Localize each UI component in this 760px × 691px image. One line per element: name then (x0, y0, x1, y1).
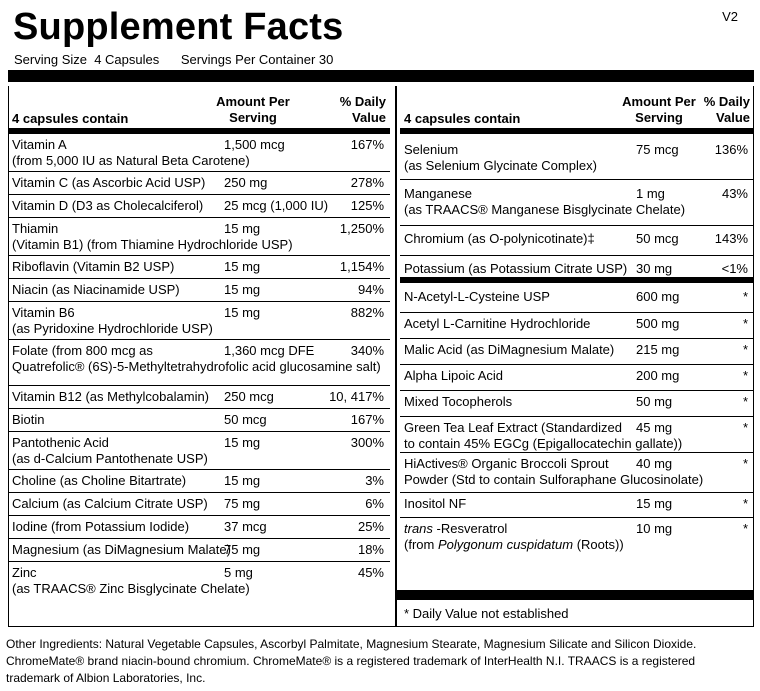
nutrient-name-line1: Acetyl L-Carnitine Hydrochloride (404, 316, 591, 331)
nutrient-name (12, 496, 208, 512)
nutrient-name-line1: Manganese (404, 186, 472, 201)
nutrient-name (404, 342, 614, 358)
nutrient-amount: 75 mg (224, 542, 261, 557)
nutrient-name-line2: Quatrefolic® (6S)-5-Methyltetrahydrofolic acid glucosamine salt) (12, 359, 381, 374)
nutrient-amount: 15 mg (224, 435, 261, 450)
nutrient-daily-value: 3% (365, 473, 384, 488)
nutrient-name (12, 565, 250, 597)
nutrient-row (8, 409, 390, 432)
nutrient-row (400, 453, 754, 493)
nutrient-amount: 30 mg (636, 261, 673, 276)
nutrient-name (12, 412, 45, 428)
nutrient-daily-value: 125% (350, 198, 384, 213)
version-label: V2 (722, 9, 738, 24)
nutrient-row (400, 313, 754, 339)
nutrient-name-line1: Folate (from 800 mcg as (12, 343, 153, 358)
nutrient-amount: 75 mg (224, 496, 261, 511)
nutrient-row (400, 256, 754, 283)
other-ingredients-line1: Other Ingredients: Natural Vegetable Capsules, Ascorbyl Palmitate, Magnesium Stearate, Magnesium Silicate and Silicon Dioxide. (6, 637, 697, 651)
nutrient-name (12, 305, 213, 337)
nutrient-amount: 1 mg (636, 186, 665, 201)
nutrient-name-line1: Zinc (12, 565, 37, 580)
nutrient-name-line2: (Vitamin B1) (from Thiamine Hydrochloride USP) (12, 237, 293, 252)
other-ingredients-line2: ChromeMate® brand niacin-bound chromium. ChromeMate® is a registered trademark of InterHealth N.I. TRAACS is a registered (6, 654, 696, 668)
nutrient-name (12, 175, 205, 191)
nutrient-row (400, 365, 754, 391)
nutrient-name-line1: Selenium (404, 142, 459, 157)
nutrient-name-line1: Chromium (as O-polynicotinate)‡ (404, 231, 595, 246)
nutrient-name (12, 519, 189, 535)
nutrient-row (8, 516, 390, 539)
nutrient-daily-value: 167% (350, 137, 384, 152)
nutrient-amount: 40 mg (636, 456, 673, 471)
nutrient-name-line1: Thiamin (12, 221, 59, 236)
nutrient-name-line1: HiActives® Organic Broccoli Sprout (404, 456, 609, 471)
nutrient-amount: 75 mcg (636, 142, 679, 157)
dv-footnote: * Daily Value not established (404, 606, 569, 621)
header-amount-line2: Serving (635, 110, 683, 125)
nutrient-name-line2: (as TRAACS® Manganese Bisglycinate Chelate) (404, 202, 686, 217)
nutrient-name-line2: (from 5,000 IU as Natural Beta Carotene) (12, 153, 250, 168)
nutrient-row (400, 180, 754, 226)
nutrient-name (404, 521, 624, 553)
nutrient-name-line1: Choline (as Choline Bitartrate) (12, 473, 187, 488)
nutrient-name (12, 435, 208, 467)
nutrient-row (8, 302, 390, 340)
header-dv-label (704, 94, 750, 126)
nutrient-row (400, 417, 754, 453)
nutrient-daily-value: * (742, 420, 748, 435)
nutrient-amount: 500 mg (636, 316, 680, 331)
serving-info (14, 52, 333, 67)
nutrient-name (404, 368, 503, 384)
nutrient-daily-value: 1,250% (339, 221, 384, 236)
nutrient-amount: 1,500 mcg (224, 137, 285, 152)
nutrient-amount: 50 mg (636, 394, 673, 409)
header-dv-line1: % Daily (339, 94, 386, 109)
nutrient-row (8, 172, 390, 195)
nutrient-name-line1: Riboflavin (Vitamin B2 USP) (12, 259, 175, 274)
nutrient-name (12, 473, 186, 489)
nutrient-name-line1: Iodine (from Potassium Iodide) (12, 519, 190, 534)
nutrient-amount: 15 mg (224, 259, 261, 274)
header-dv-line1: % Daily (703, 94, 750, 109)
nutrient-row (8, 432, 390, 470)
header-contain-label: 4 capsules contain (404, 111, 521, 126)
nutrient-daily-value: 143% (714, 231, 748, 246)
nutrient-name-line2: (as d-Calcium Pantothenate USP) (12, 451, 208, 466)
header-amount-label (208, 94, 298, 126)
other-ingredients-line3: trademark of Albion Laboratories, Inc. (6, 671, 206, 685)
nutrient-row (400, 226, 754, 256)
nutrient-daily-value: 136% (714, 142, 748, 157)
nutrient-amount: 250 mcg (224, 389, 274, 404)
nutrient-name-line1: Green Tea Leaf Extract (Standardized (404, 420, 622, 435)
nutrient-name-line2: (as TRAACS® Zinc Bisglycinate Chelate) (12, 581, 250, 596)
nutrient-name-line1: Pantothenic Acid (12, 435, 109, 450)
nutrient-name-line1: Vitamin A (12, 137, 67, 152)
nutrient-row (400, 493, 754, 518)
nutrient-name (12, 282, 180, 298)
nutrient-name-line1: Vitamin B6 (12, 305, 75, 320)
other-ingredients (6, 636, 754, 687)
nutrient-name-line1: Biotin (12, 412, 45, 427)
nutrient-row (8, 493, 390, 516)
nutrient-row (8, 539, 390, 562)
nutrient-name-line1: Vitamin D (D3 as Cholecalciferol) (12, 198, 204, 213)
nutrient-name-line1: Malic Acid (as DiMagnesium Malate) (404, 342, 615, 357)
header-amount-line1: Amount Per (216, 94, 290, 109)
nutrient-name (12, 343, 381, 375)
nutrient-daily-value: * (742, 521, 748, 536)
nutrient-name-line1 (404, 521, 624, 537)
nutrient-name (12, 259, 174, 275)
nutrient-amount: 215 mg (636, 342, 680, 357)
nutrient-name-line2: (as Selenium Glycinate Complex) (404, 158, 597, 173)
nutrient-name-line2: (as Pyridoxine Hydrochloride USP) (12, 321, 213, 336)
nutrient-daily-value: 300% (350, 435, 384, 450)
nutrient-daily-value: 278% (350, 175, 384, 190)
nutrient-amount: 1,360 mcg DFE (224, 343, 315, 358)
nutrient-row (400, 134, 754, 180)
nutrient-name (404, 142, 597, 174)
nutrient-daily-value: 43% (721, 186, 748, 201)
nutrient-amount: 15 mg (224, 305, 261, 320)
nutrient-amount: 50 mcg (224, 412, 267, 427)
frame-bottom (8, 626, 754, 627)
nutrient-row (400, 283, 754, 313)
nutrient-amount: 15 mg (636, 496, 673, 511)
nutrient-daily-value: 18% (357, 542, 384, 557)
nutrient-name-line1: Mixed Tocopherols (404, 394, 513, 409)
nutrient-daily-value: 340% (350, 343, 384, 358)
nutrient-name-rest: -Resveratrol (432, 521, 508, 536)
header-amount-line2: Serving (229, 110, 277, 125)
nutrient-amount: 250 mg (224, 175, 268, 190)
serving-size: Serving Size 4 Capsules (14, 52, 160, 67)
nutrient-row (8, 218, 390, 256)
nutrient-name-line1: Magnesium (as DiMagnesium Malate) (12, 542, 231, 557)
nutrient-name-line2 (404, 537, 624, 553)
header-dv-line2: Value (716, 110, 750, 125)
left-column (8, 86, 390, 607)
nutrient-row (8, 386, 390, 409)
header-dv-line2: Value (352, 110, 386, 125)
header-amount-line1: Amount Per (622, 94, 696, 109)
left-column-header (8, 86, 390, 134)
nutrient-daily-value: <1% (721, 261, 748, 276)
nutrient-amount: 200 mg (636, 368, 680, 383)
nutrient-name-line1: Niacin (as Niacinamide USP) (12, 282, 180, 297)
nutrient-row (8, 470, 390, 493)
right-nutrient-list-a (400, 134, 754, 283)
nutrient-daily-value: 94% (357, 282, 384, 297)
servings-per-container: Servings Per Container 30 (180, 52, 334, 67)
nutrient-name (404, 261, 627, 277)
nutrient-name (12, 198, 203, 214)
nutrient-row (400, 391, 754, 417)
nutrient-name-line1: N-Acetyl-L-Cysteine USP (404, 289, 550, 304)
nutrient-amount: 50 mcg (636, 231, 679, 246)
nutrient-daily-value: * (742, 456, 748, 471)
nutrient-daily-value: * (742, 342, 748, 357)
nutrient-row (8, 279, 390, 302)
header-contain-label: 4 capsules contain (12, 111, 129, 126)
right-column-header (400, 86, 754, 134)
nutrient-row (8, 562, 390, 607)
nutrient-name (12, 542, 231, 558)
nutrient-amount: 5 mg (224, 565, 253, 580)
nutrient-amount: 37 mcg (224, 519, 267, 534)
nutrient-daily-value: 167% (350, 412, 384, 427)
nutrient-daily-value: * (742, 368, 748, 383)
nutrient-name-line2: Powder (Std to contain Sulforaphane Glucosinolate) (404, 472, 704, 487)
nutrient-name-line1: Calcium (as Calcium Citrate USP) (12, 496, 208, 511)
nutrient-daily-value: 6% (365, 496, 384, 511)
nutrient-row (8, 195, 390, 218)
nutrient-name (404, 496, 466, 512)
nutrient-daily-value: 1,154% (339, 259, 384, 274)
nutrient-name-italic: Polygonum cuspidatum (437, 537, 574, 552)
nutrient-daily-value: 882% (350, 305, 384, 320)
nutrient-amount: 600 mg (636, 289, 680, 304)
nutrient-row (8, 340, 390, 386)
nutrient-name-line2: to contain 45% EGCg (Epigallocatechin gallate)) (404, 436, 683, 451)
right-nutrient-list-b (400, 283, 754, 566)
nutrient-name-line1: Alpha Lipoic Acid (404, 368, 504, 383)
nutrient-amount: 15 mg (224, 221, 261, 236)
nutrient-name (404, 231, 595, 247)
nutrient-amount: 15 mg (224, 473, 261, 488)
nutrient-daily-value: 25% (357, 519, 384, 534)
nutrient-name-italic: trans (404, 521, 433, 536)
nutrient-name-line1: Potassium (as Potassium Citrate USP) (404, 261, 628, 276)
nutrient-name (404, 316, 590, 332)
nutrient-name-pre: (from (404, 537, 438, 552)
nutrient-name (404, 394, 512, 410)
header-amount-label (614, 94, 704, 126)
column-divider (395, 86, 397, 627)
nutrient-daily-value: * (742, 316, 748, 331)
nutrient-daily-value: 10, 417% (329, 389, 384, 404)
nutrient-amount: 15 mg (224, 282, 261, 297)
nutrient-row (400, 518, 754, 566)
nutrient-row (8, 134, 390, 172)
right-column (400, 86, 754, 566)
supplement-facts-panel (6, 6, 750, 621)
nutrient-daily-value: * (742, 394, 748, 409)
nutrient-daily-value: * (742, 289, 748, 304)
nutrient-daily-value: * (742, 496, 748, 511)
nutrient-row (8, 256, 390, 279)
top-divider-bar (8, 70, 754, 82)
nutrient-name-line1: Vitamin C (as Ascorbic Acid USP) (12, 175, 206, 190)
nutrient-name (12, 137, 250, 169)
nutrient-name (12, 389, 209, 405)
nutrient-daily-value: 45% (357, 565, 384, 580)
nutrient-row (400, 339, 754, 365)
left-nutrient-list (8, 134, 390, 607)
nutrient-amount: 10 mg (636, 521, 673, 536)
panel-title: Supplement Facts (13, 6, 344, 48)
nutrient-amount: 25 mcg (1,000 IU) (224, 198, 329, 213)
nutrient-amount: 45 mg (636, 420, 673, 435)
header-dv-label (340, 94, 386, 126)
nutrient-name-line1: Inositol NF (404, 496, 467, 511)
nutrient-name-post: (Roots)) (573, 537, 624, 552)
nutrient-name (404, 289, 550, 305)
bottom-divider-bar (396, 590, 754, 600)
nutrient-name-line1: Vitamin B12 (as Methylcobalamin) (12, 389, 210, 404)
